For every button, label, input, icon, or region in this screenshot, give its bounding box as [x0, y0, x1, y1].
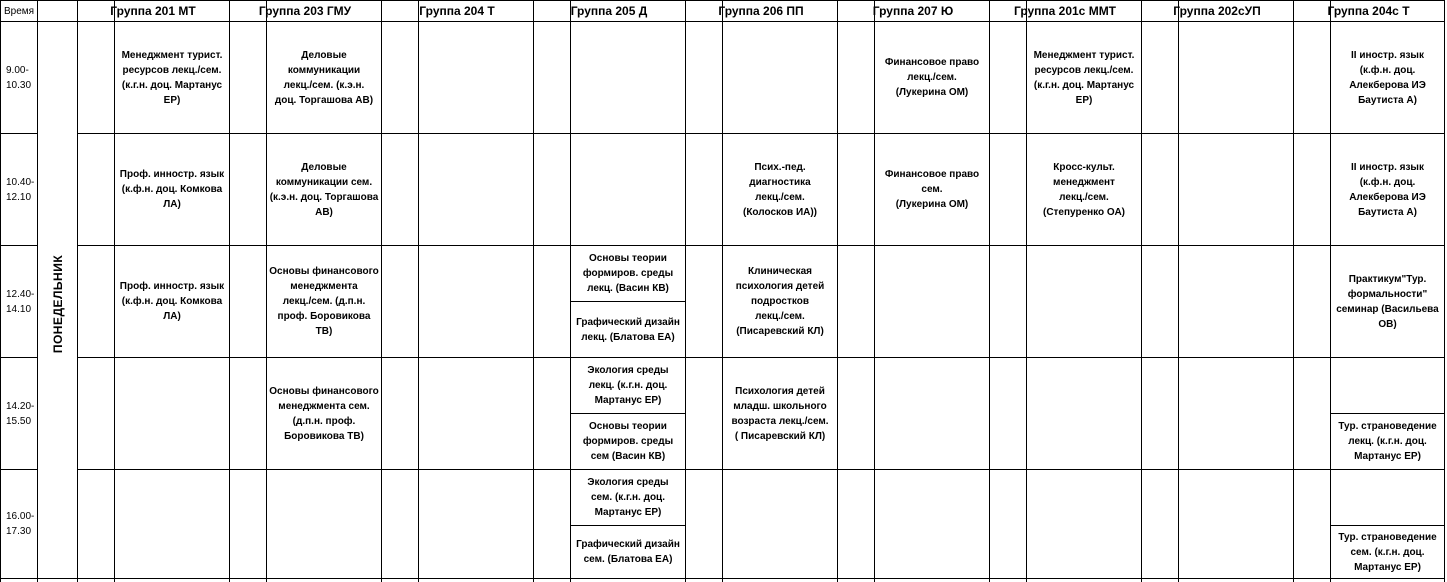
- group-header-204c-t: Группа 204с Т: [1327, 3, 1410, 18]
- grid-line: [1178, 0, 1179, 582]
- lesson-cell[interactable]: Клиническая психология детей подростков лекц./сем. (Писаревский КЛ): [735, 266, 825, 337]
- time-slot-2: 10.40- 12.10: [6, 176, 35, 203]
- lesson-cell[interactable]: Тур. страноведение лекц. (к.г.н. доц. Мартанус ЕР): [1338, 421, 1437, 462]
- group-header-204t: Группа 204 Т: [419, 3, 495, 18]
- lesson-cell[interactable]: Психология детей младш. школьного возраста лекц./сем. ( Писаревский КЛ): [731, 385, 829, 442]
- grid-line: [0, 578, 1445, 579]
- lesson-cell[interactable]: Основы финансового менеджмента сем. (д.п.н. проф. Боровикова ТВ): [269, 385, 379, 442]
- time-slot-5: 16.00- 17.30: [6, 511, 35, 537]
- lesson-cell[interactable]: Экология среды лекц. (к.г.н. доц. Мартанус ЕР): [587, 365, 669, 406]
- grid-line: [229, 0, 230, 582]
- lesson-cell[interactable]: Проф. инностр. язык (к.ф.н. доц. Комкова ЛА): [119, 281, 225, 322]
- lesson-cell[interactable]: Основы теории формиров. среды сем (Васин КВ): [582, 421, 674, 462]
- lesson-cell[interactable]: Графический дизайн лекц. (Блатова ЕА): [576, 316, 680, 343]
- group-header-201c-mmt: Группа 201с ММТ: [1013, 3, 1117, 18]
- lesson-cell[interactable]: Финансовое право лекц./сем. (Лукерина ОМ): [884, 57, 980, 98]
- day-label-text: ПОНЕДЕЛЬНИК: [51, 254, 65, 354]
- time-header: Время: [4, 5, 35, 17]
- lesson-cell[interactable]: Псих.-пед. диагностика лекц./сем. (Колосков ИА)): [742, 161, 818, 218]
- grid-line: [418, 0, 419, 582]
- lesson-cell[interactable]: Менеджмент турист. ресурсов лекц./сем. (к.г.н. доц. Мартанус ЕР): [121, 49, 223, 106]
- grid-line: [1141, 0, 1142, 582]
- grid-line: [1293, 0, 1294, 582]
- lesson-cell[interactable]: II иностр. язык (к.ф.н. доц. Алекберова ИЭ Баутиста А): [1349, 161, 1426, 218]
- time-slot-3: 12.40- 14.10: [6, 288, 35, 315]
- grid-line: [837, 0, 838, 582]
- lesson-cell[interactable]: Деловые коммуникации лекц./сем. (к.э.н. доц. Торгашова АВ): [274, 49, 374, 106]
- time-slot-1: 9.00- 10.30: [6, 64, 32, 91]
- group-header-206pp: Группа 206 ПП: [718, 3, 804, 18]
- lesson-cell[interactable]: Тур. страноведение сем. (к.г.н. доц. Мартанус ЕР): [1338, 531, 1437, 573]
- lesson-cell[interactable]: Основы теории формиров. среды лекц. (Васин КВ): [582, 253, 674, 294]
- lesson-cell[interactable]: Практикум"Тур. формальности" семинар (Васильева ОВ): [1336, 273, 1439, 330]
- group-header-203gmu: Группа 203 ГМУ: [258, 3, 352, 18]
- grid-line: [989, 0, 990, 582]
- lesson-cell[interactable]: Графический дизайн сем. (Блатова ЕА): [576, 539, 680, 565]
- lesson-cell[interactable]: Основы финансового менеджмента лекц./сем. (д.п.н. проф. Боровикова ТВ): [269, 266, 379, 337]
- group-header-201mt: Группа 201 МТ: [110, 3, 196, 18]
- lesson-cell[interactable]: Экология среды сем. (к.г.н. доц. Мартанус ЕР): [587, 477, 669, 518]
- lesson-cell[interactable]: Проф. инностр. язык (к.ф.н. доц. Комкова ЛА): [119, 169, 225, 210]
- lesson-cell[interactable]: Деловые коммуникации сем. (к.э.н. доц. Торгашова АВ): [269, 161, 379, 218]
- grid-line: [381, 0, 382, 582]
- lesson-cell[interactable]: II иностр. язык (к.ф.н. доц. Алекберова ИЭ Баутиста А): [1349, 49, 1426, 106]
- grid-line: [77, 469, 1445, 470]
- group-header-205d: Группа 205 Д: [570, 3, 648, 18]
- time-slot-4: 14.20- 15.50: [6, 400, 35, 427]
- grid-line: [1444, 0, 1445, 582]
- group-header-202c-up: Группа 202сУП: [1173, 3, 1261, 18]
- day-label: [35, 214, 81, 394]
- lesson-cell[interactable]: Менеджмент турист. ресурсов лекц./сем. (к.г.н. доц. Мартанус ЕР): [1033, 49, 1135, 106]
- group-header-207yu: Группа 207 Ю: [872, 3, 954, 18]
- lesson-cell[interactable]: Кросс-культ. менеджмент лекц./сем. (Степуренко ОА): [1042, 161, 1126, 218]
- grid-line: [533, 0, 534, 582]
- grid-line: [685, 0, 686, 582]
- lesson-cell[interactable]: Финансовое право сем. (Лукерина ОМ): [884, 169, 980, 210]
